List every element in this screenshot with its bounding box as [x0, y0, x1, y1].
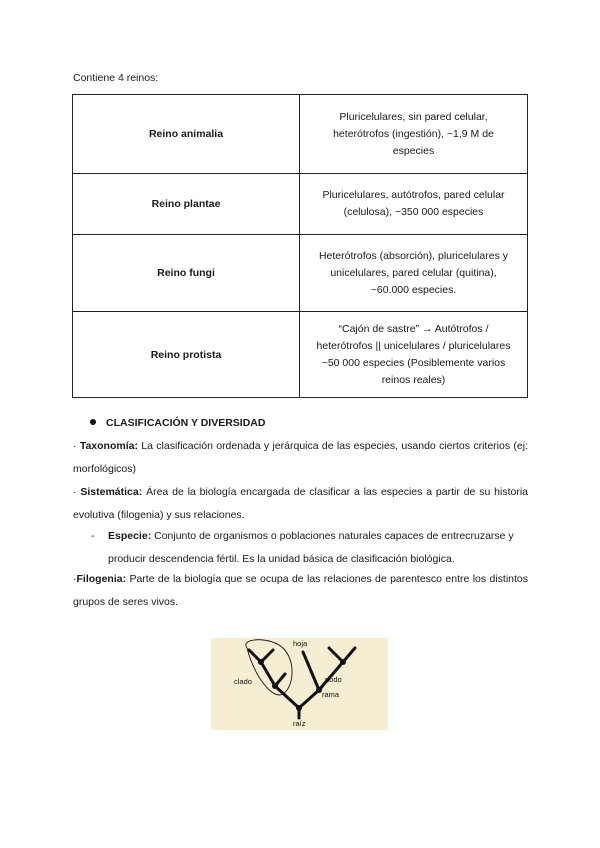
- label-nodo: nodo: [325, 675, 342, 684]
- kingdom-description: Pluricelulares, autótrofos, pared celular (celulosa), ~350 000 especies: [300, 174, 528, 235]
- kingdom-description: Pluricelulares, sin pared celular, heterótrofos (ingestión), ~1,9 M de especies: [300, 95, 528, 174]
- filogenia-paragraph: ·Filogenia: Parte de la biología que se ocupa de las relaciones de parentesco entre los distintos grupos de seres vivos.: [73, 573, 528, 608]
- kingdom-name: Reino fungi: [73, 235, 300, 312]
- especie-paragraph: - Especie: Conjunto de organismos o poblaciones naturales capaces de entrecruzarse y producir descendencia fértil. Es la unidad básica de clasificación biológica.: [91, 530, 514, 565]
- taxonomia-paragraph: · Taxonomía: La clasificación ordenada y jerárquica de las especies, usando ciertos criterios (ej: morfológicos): [73, 440, 528, 475]
- kingdom-name: Reino animalia: [73, 95, 300, 174]
- sistematica-paragraph: · Sistemática: Área de la biología encargada de clasificar a las especies a partir de su historia evolutiva (filogenia) y sus relaciones.: [73, 486, 529, 521]
- label-clado: clado: [234, 677, 252, 686]
- kingdom-description: Heterótrofos (absorción), pluricelulares y unicelulares, pared celular (quitina), ~60.000 especies.: [300, 235, 528, 312]
- kingdoms-table: [72, 94, 528, 398]
- kingdom-name: Reino protista: [73, 312, 300, 398]
- tree-icon: [211, 638, 388, 730]
- kingdom-description: “Cajón de sastre” → Autótrofos / heterótrofos || unicelulares / pluricelulares ~50 000 especies (Posiblemente varios reinos reales): [300, 312, 528, 398]
- bullet-icon: [90, 419, 96, 425]
- table-row: [73, 235, 528, 312]
- label-hoja: hoja: [293, 639, 308, 648]
- table-row: [73, 174, 528, 235]
- section-heading: CLASIFICACIÓN Y DIVERSIDAD: [90, 417, 265, 429]
- table-row: [73, 312, 528, 398]
- kingdom-name: Reino plantae: [73, 174, 300, 235]
- intro-text: Contiene 4 reinos:: [73, 72, 159, 84]
- label-raiz: raíz: [293, 719, 306, 728]
- phylogenetic-tree-diagram: [211, 638, 388, 730]
- table-row: [73, 95, 528, 174]
- label-rama: rama: [322, 690, 340, 699]
